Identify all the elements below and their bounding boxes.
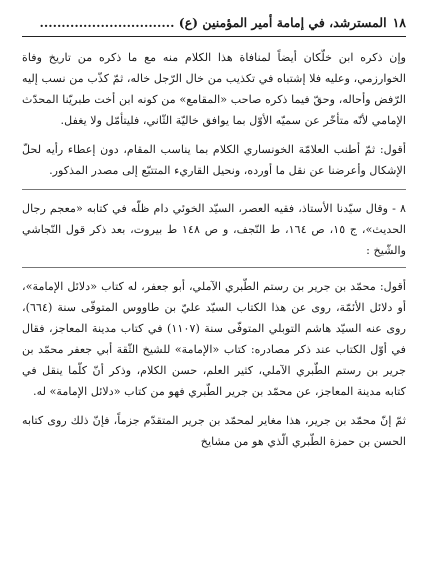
- page-header: [22, 12, 406, 34]
- page-number: ١٨: [392, 15, 406, 30]
- header-rule: [22, 36, 406, 37]
- paragraph-ibn-khallikan: وإن ذكره ابن خلّكان أيضاً لمنافاة هذا الكلام منه مع ما ذكره من تاريخ وفاة الخوارزمي، وعليه فلا إشتباه في تكذيب من خال الرّجل خاله، ثمّ كذّب من نسب إليه الرّفض وأحاله، وحقّ فيما ذكره صاحب «المقامع» من كونه ابن أخت طبريّنا المحدّث الإمامي لأنّه متأخّر عن سميّه الأوّل بما يوافق خاليّة الثّاني، فليتأمّل ولا يغفل.: [22, 51, 406, 127]
- paragraph-khoei-quote: ٨ - وقال سيّدنا الأستاذ، فقيه العصر، السيّد الخوئي دام ظلّه في كتابه «معجم رجال الحديث»، ج ١٥، ص ١٦٤، ط النّجف، و ص ١٤٨ ط بيروت، بعد ذكر قول النّجاشي والشّيخ :: [22, 202, 407, 257]
- section-divider: [22, 189, 406, 190]
- paragraph-dalail-imamah: أقول: محمّد بن جرير بن رستم الطّبري الآملي، أبو جعفر، له كتاب «دلائل الإمامة»، أو دلائل الأئمّة، روى عن هذا الكتاب السيّد عليّ بن طاووس المتوفّى سنة (٦٦٤)، روى عنه السيّد هاشم التوبلي المتوفّى سنة (١١٠٧) في كتاب مدينة المعاجز، فقال في أوّل الكتاب عند ذكر مصادره: كتاب «الإمامة» للشيخ الثّقة أبي جعفر محمّد بن جرير بن رستم الطّبري الآملي، كثير العلم، حسن الكلام، وذكر أنّ كلّما ينقل في كتابه مدينة المعاجز، عن محمّد بن جرير الطّبري فهو من كتاب «دلائل الإمامة» له.: [22, 280, 406, 398]
- book-page: [22, 12, 406, 578]
- paragraph-author-comment: أقول: ثمّ أطنب العلامّة الخونساري الكلام بما يناسب المقام، دون إعطاء رأيه لحلّ الإشكال وأعرضنا عن نقل ما أورده، ونحيل القاريء المتتبّع إلى مصدر المذكور.: [22, 143, 406, 177]
- quote-divider: [22, 267, 406, 268]
- running-title: المسترشد، في إمامة أمير المؤمنين (ع) ...............................: [39, 15, 387, 30]
- paragraph-mughayir: ثمّ إنّ محمّد بن جرير، هذا مغاير لمحمّد بن جرير المتقدّم جزماً، فإنّ ذلك روى كتابه الحسن بن حمزة الطّبري الّذي هو من مشايخ: [22, 414, 406, 448]
